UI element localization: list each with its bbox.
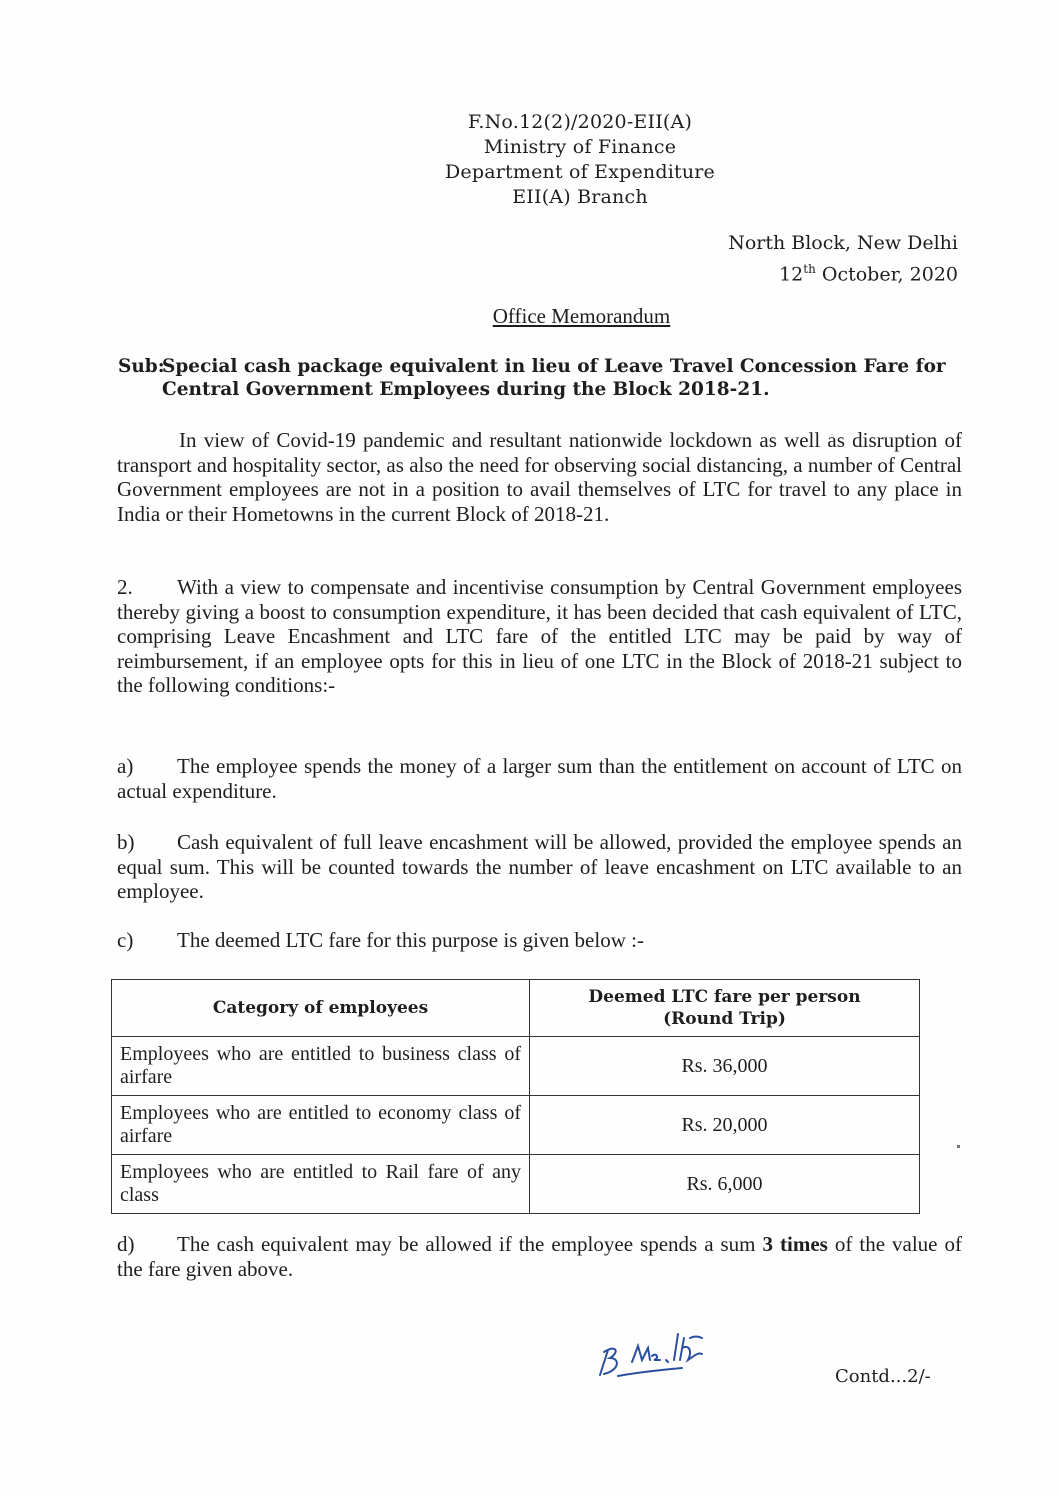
scan-speck	[957, 1145, 960, 1148]
condition-b-text: Cash equivalent of full leave encashment will be allowed, provided the employee spends an equal sum. This will be counted towards the number of leave encashment on LTC available to an employee.	[117, 830, 962, 903]
table-row	[112, 1096, 920, 1155]
condition-d-text: The cash equivalent may be allowed if the employee spends a sum	[177, 1232, 763, 1256]
date-suffix: th	[803, 262, 816, 276]
condition-a	[117, 754, 962, 803]
subject-label: Sub:	[118, 356, 165, 377]
condition-a-text: The employee spends the money of a larger sum than the entitlement on account of LTC on actual expenditure.	[117, 754, 962, 803]
condition-d-emphasis: 3 times	[762, 1232, 828, 1256]
condition-c-label: c)	[117, 928, 134, 952]
condition-d-label: d)	[117, 1232, 135, 1256]
signature	[590, 1330, 750, 1380]
subject	[118, 355, 973, 401]
condition-b	[117, 830, 962, 904]
condition-a-label: a)	[117, 754, 134, 778]
header-fare-line1: Deemed LTC fare per person	[588, 987, 861, 1007]
header-fare-line2: (Round Trip)	[663, 1009, 786, 1029]
letterhead	[420, 110, 740, 210]
date-month-year: October, 2020	[815, 263, 958, 286]
fare-cell: Rs. 36,000	[530, 1037, 920, 1096]
fare-cell: Rs. 6,000	[530, 1155, 920, 1214]
condition-d-text-end: of the value of the fare given above.	[117, 1232, 962, 1281]
condition-b-label: b)	[117, 830, 135, 854]
date-day: 12	[779, 263, 804, 286]
file-number: F.No.12(2)/2020-EII(A)	[467, 111, 693, 133]
category-cell: Employees who are entitled to business class of airfare	[112, 1037, 530, 1096]
date	[728, 256, 958, 287]
department-name: Department of Expenditure	[444, 161, 716, 183]
header-fare	[530, 980, 920, 1037]
paragraph-2-text: With a view to compensate and incentivise consumption by Central Government employees thereby giving a boost to consumption expenditure, it has been decided that cash equivalent of LTC, comprising Leave Encashment and LTC fare of the entitled LTC may be paid by way of reimbursement, if an employee opts for this in lieu of one LTC in the Block of 2018-21 subject to the following conditions:-	[117, 575, 962, 697]
category-cell: Employees who are entitled to Rail fare of any class	[112, 1155, 530, 1214]
paragraph-2-number: 2.	[117, 575, 133, 599]
condition-d	[117, 1232, 962, 1281]
memo-title: Office Memorandum	[492, 304, 671, 328]
paragraph-1-text: In view of Covid-19 pandemic and resultant nationwide lockdown as well as disruption of transport and hospitality sector, as also the need for observing social distancing, a number of Central Government employees are not in a position to avail themselves of LTC for travel to any place in India or their Hometowns in the current Block of 2018-21.	[117, 428, 962, 526]
continuation-note: Contd...2/-	[835, 1366, 931, 1387]
condition-c-text: The deemed LTC fare for this purpose is given below :-	[177, 928, 644, 952]
subject-text: Special cash package equivalent in lieu of Leave Travel Concession Fare for Central Government Employees during the Block 2018-21.	[162, 356, 946, 400]
fare-table	[111, 979, 920, 1214]
fare-cell: Rs. 20,000	[530, 1096, 920, 1155]
paragraph-2	[117, 575, 962, 698]
branch-name: EII(A) Branch	[512, 186, 648, 208]
place: North Block, New Delhi	[728, 232, 958, 254]
table-row	[112, 1155, 920, 1214]
ministry-name: Ministry of Finance	[483, 136, 677, 158]
table-row	[112, 1037, 920, 1096]
fare-table-header	[112, 980, 920, 1037]
condition-c	[117, 928, 962, 953]
paragraph-1	[117, 428, 962, 526]
place-date	[728, 230, 958, 287]
category-cell: Employees who are entitled to economy class of airfare	[112, 1096, 530, 1155]
header-category: Category of employees	[112, 980, 530, 1037]
